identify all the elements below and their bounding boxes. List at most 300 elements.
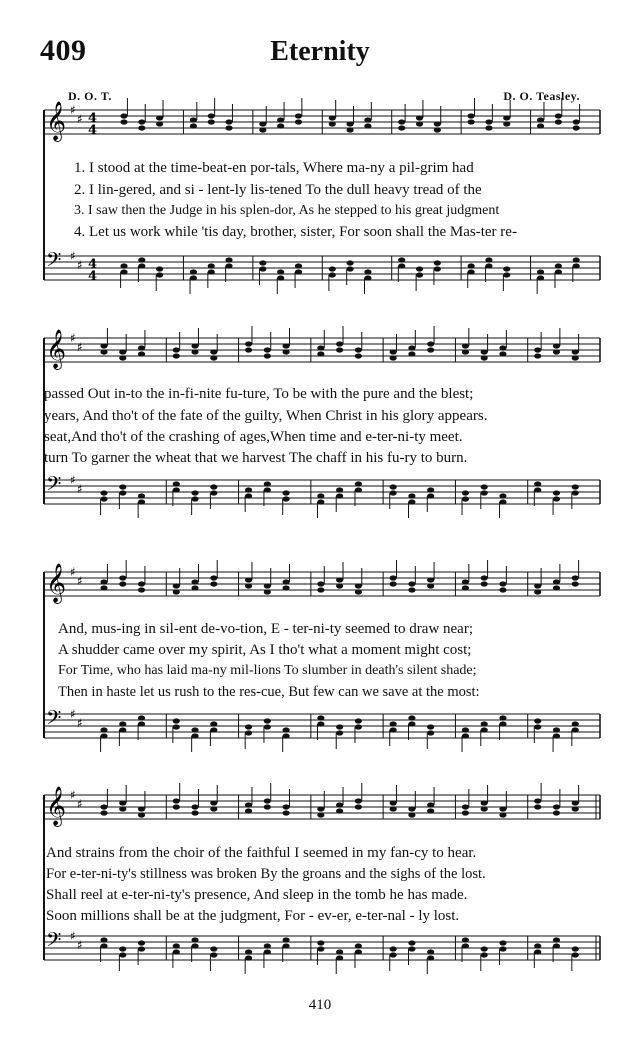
note-head	[210, 490, 217, 495]
note-head	[427, 808, 434, 813]
words-credit: D. O. T.	[68, 89, 112, 103]
note-head	[572, 727, 579, 732]
note-head	[225, 119, 232, 124]
note-head	[191, 804, 198, 809]
note-head	[138, 806, 145, 811]
note-head	[208, 113, 215, 118]
note-head	[336, 583, 343, 588]
note-head	[100, 804, 107, 809]
note-head	[138, 940, 145, 945]
note-head	[138, 257, 145, 262]
sharp-icon: ♯	[77, 716, 83, 730]
note-head	[264, 804, 271, 809]
note-head	[245, 802, 252, 807]
note-head	[553, 496, 560, 501]
note-head	[364, 123, 371, 128]
sharp-icon: ♯	[77, 112, 83, 126]
note-head	[173, 583, 180, 588]
note-head	[573, 263, 580, 268]
note-head	[191, 943, 198, 948]
note-head	[408, 345, 415, 350]
note-head	[534, 724, 541, 729]
note-head	[317, 587, 324, 592]
note-head	[408, 812, 415, 817]
note-head	[537, 269, 544, 274]
note-head	[264, 724, 271, 729]
note-head	[462, 937, 469, 942]
note-head	[572, 721, 579, 726]
note-head	[245, 583, 252, 588]
note-head	[485, 119, 492, 124]
sharp-icon: ♯	[70, 473, 76, 487]
note-head	[534, 798, 541, 803]
note-head	[264, 347, 271, 352]
note-head	[317, 493, 324, 498]
note-head	[398, 257, 405, 262]
note-head	[191, 585, 198, 590]
note-head	[481, 349, 488, 354]
sharp-icon: ♯	[70, 249, 76, 263]
note-head	[553, 804, 560, 809]
note-head	[295, 113, 302, 118]
note-head	[191, 733, 198, 738]
note-head	[336, 341, 343, 346]
note-head	[210, 946, 217, 951]
time-signature-top: 4	[88, 257, 98, 272]
note-head	[555, 269, 562, 274]
note-head	[264, 949, 271, 954]
note-head	[120, 269, 127, 274]
note-head	[537, 275, 544, 280]
bass-clef-icon: 𝄢	[46, 706, 62, 734]
note-head	[259, 121, 266, 126]
note-head	[408, 721, 415, 726]
note-head	[427, 583, 434, 588]
note-head	[336, 808, 343, 813]
note-head	[120, 119, 127, 124]
note-head	[573, 125, 580, 130]
note-head	[119, 490, 126, 495]
note-head	[499, 499, 506, 504]
note-head	[336, 347, 343, 352]
note-head	[119, 581, 126, 586]
note-head	[100, 733, 107, 738]
note-head	[190, 117, 197, 122]
note-head	[119, 355, 126, 360]
treble-clef-icon: 𝄞	[46, 563, 67, 603]
note-head	[264, 718, 271, 723]
note-head	[390, 575, 397, 580]
note-head	[138, 715, 145, 720]
note-head	[553, 349, 560, 354]
note-head	[173, 804, 180, 809]
note-head	[355, 798, 362, 803]
note-head	[468, 263, 475, 268]
note-head	[317, 499, 324, 504]
note-head	[156, 121, 163, 126]
note-head	[336, 730, 343, 735]
sharp-icon: ♯	[70, 929, 76, 943]
note-head	[210, 575, 217, 580]
bass-clef-icon: 𝄢	[46, 928, 62, 956]
note-head	[208, 269, 215, 274]
note-head	[553, 727, 560, 732]
note-head	[462, 943, 469, 948]
note-head	[100, 810, 107, 815]
note-head	[317, 940, 324, 945]
note-head	[427, 730, 434, 735]
note-head	[191, 727, 198, 732]
note-head	[282, 727, 289, 732]
note-head	[282, 585, 289, 590]
note-head	[329, 121, 336, 126]
note-head	[282, 810, 289, 815]
note-head	[100, 349, 107, 354]
note-head	[462, 579, 469, 584]
sharp-icon: ♯	[77, 797, 83, 811]
note-head	[225, 263, 232, 268]
note-head	[355, 943, 362, 948]
note-head	[210, 581, 217, 586]
note-head	[534, 583, 541, 588]
note-head	[534, 589, 541, 594]
note-head	[434, 260, 441, 265]
note-head	[282, 733, 289, 738]
note-head	[245, 341, 252, 346]
note-head	[398, 125, 405, 130]
sharp-icon: ♯	[77, 938, 83, 952]
note-head	[282, 349, 289, 354]
note-head	[408, 499, 415, 504]
note-head	[390, 355, 397, 360]
note-head	[355, 718, 362, 723]
note-head	[264, 583, 271, 588]
note-head	[277, 269, 284, 274]
note-head	[208, 119, 215, 124]
note-head	[499, 581, 506, 586]
note-head	[210, 721, 217, 726]
note-head	[534, 353, 541, 358]
note-head	[534, 804, 541, 809]
note-head	[346, 266, 353, 271]
note-head	[245, 724, 252, 729]
note-head	[364, 117, 371, 122]
note-head	[408, 493, 415, 498]
note-head	[295, 269, 302, 274]
note-head	[534, 949, 541, 954]
note-head	[355, 724, 362, 729]
note-head	[264, 943, 271, 948]
note-head	[427, 955, 434, 960]
note-head	[210, 952, 217, 957]
treble-clef-icon: 𝄞	[46, 101, 67, 141]
note-head	[481, 490, 488, 495]
note-head	[245, 955, 252, 960]
note-head	[210, 355, 217, 360]
note-head	[481, 484, 488, 489]
note-head	[416, 272, 423, 277]
note-head	[138, 812, 145, 817]
note-head	[408, 587, 415, 592]
note-head	[336, 493, 343, 498]
note-head	[481, 727, 488, 732]
note-head	[427, 341, 434, 346]
note-head	[173, 949, 180, 954]
note-head	[481, 946, 488, 951]
note-head	[191, 937, 198, 942]
note-head	[390, 727, 397, 732]
note-head	[398, 263, 405, 268]
note-head	[427, 487, 434, 492]
note-head	[468, 113, 475, 118]
note-head	[264, 798, 271, 803]
hymn-title: Eternity	[270, 36, 370, 67]
note-head	[173, 798, 180, 803]
note-head	[173, 347, 180, 352]
note-head	[277, 123, 284, 128]
note-head	[100, 490, 107, 495]
note-head	[434, 266, 441, 271]
treble-clef-icon: 𝄞	[46, 329, 67, 369]
note-head	[503, 266, 510, 271]
note-head	[259, 127, 266, 132]
note-head	[277, 117, 284, 122]
note-head	[336, 955, 343, 960]
note-head	[364, 269, 371, 274]
note-head	[119, 349, 126, 354]
hymn-number: 409	[40, 34, 87, 67]
note-head	[572, 484, 579, 489]
note-head	[499, 806, 506, 811]
sharp-icon: ♯	[77, 482, 83, 496]
bass-clef-icon: 𝄢	[46, 248, 62, 276]
sharp-icon: ♯	[70, 707, 76, 721]
note-head	[225, 257, 232, 262]
note-head	[534, 718, 541, 723]
note-head	[346, 260, 353, 265]
note-head	[462, 490, 469, 495]
note-head	[468, 119, 475, 124]
note-head	[210, 727, 217, 732]
sharp-icon: ♯	[77, 574, 83, 588]
note-head	[481, 355, 488, 360]
sharp-icon: ♯	[77, 258, 83, 272]
note-head	[282, 490, 289, 495]
note-head	[191, 490, 198, 495]
note-head	[346, 121, 353, 126]
note-head	[191, 343, 198, 348]
note-head	[346, 127, 353, 132]
note-head	[434, 121, 441, 126]
note-head	[553, 733, 560, 738]
note-head	[329, 115, 336, 120]
note-head	[100, 937, 107, 942]
note-head	[282, 579, 289, 584]
bass-clef-icon: 𝄢	[46, 472, 62, 500]
note-head	[245, 347, 252, 352]
note-head	[317, 351, 324, 356]
note-head	[173, 724, 180, 729]
note-head	[427, 724, 434, 729]
note-head	[191, 349, 198, 354]
note-head	[317, 345, 324, 350]
note-head	[119, 727, 126, 732]
note-head	[427, 949, 434, 954]
note-head	[210, 806, 217, 811]
note-head	[317, 812, 324, 817]
note-head	[100, 943, 107, 948]
note-head	[173, 718, 180, 723]
note-head	[120, 113, 127, 118]
note-head	[138, 263, 145, 268]
note-head	[573, 257, 580, 262]
note-head	[138, 581, 145, 586]
note-head	[462, 810, 469, 815]
note-head	[173, 487, 180, 492]
note-head	[355, 353, 362, 358]
note-head	[485, 125, 492, 130]
note-head	[336, 487, 343, 492]
note-head	[572, 349, 579, 354]
note-head	[503, 115, 510, 120]
note-head	[245, 487, 252, 492]
sharp-icon: ♯	[70, 788, 76, 802]
note-head	[468, 269, 475, 274]
note-head	[390, 800, 397, 805]
note-head	[499, 946, 506, 951]
note-head	[259, 260, 266, 265]
note-head	[138, 493, 145, 498]
note-head	[434, 127, 441, 132]
note-head	[245, 493, 252, 498]
note-head	[408, 946, 415, 951]
note-head	[336, 577, 343, 582]
note-head	[555, 263, 562, 268]
note-head	[119, 575, 126, 580]
note-head	[485, 263, 492, 268]
note-head	[191, 496, 198, 501]
note-head	[572, 575, 579, 580]
note-head	[245, 577, 252, 582]
note-head	[317, 946, 324, 951]
note-head	[264, 589, 271, 594]
note-head	[120, 263, 127, 268]
note-head	[138, 587, 145, 592]
note-head	[173, 353, 180, 358]
note-head	[534, 943, 541, 948]
note-head	[485, 257, 492, 262]
note-head	[119, 946, 126, 951]
note-head	[138, 351, 145, 356]
note-head	[336, 724, 343, 729]
note-head	[499, 587, 506, 592]
note-head	[355, 583, 362, 588]
note-head	[156, 115, 163, 120]
note-head	[259, 266, 266, 271]
note-head	[355, 949, 362, 954]
note-head	[416, 121, 423, 126]
note-head	[190, 275, 197, 280]
note-head	[156, 272, 163, 277]
note-head	[553, 937, 560, 942]
note-head	[336, 949, 343, 954]
note-head	[390, 806, 397, 811]
note-head	[462, 727, 469, 732]
sharp-icon: ♯	[70, 103, 76, 117]
note-head	[264, 353, 271, 358]
note-head	[119, 806, 126, 811]
note-head	[481, 581, 488, 586]
note-head	[416, 266, 423, 271]
note-head	[191, 579, 198, 584]
note-head	[264, 487, 271, 492]
note-head	[427, 802, 434, 807]
note-head	[317, 715, 324, 720]
note-head	[100, 579, 107, 584]
note-head	[537, 117, 544, 122]
note-head	[408, 351, 415, 356]
note-head	[282, 943, 289, 948]
note-head	[100, 585, 107, 590]
note-head	[364, 275, 371, 280]
note-head	[572, 806, 579, 811]
note-head	[295, 119, 302, 124]
note-head	[138, 345, 145, 350]
note-head	[499, 493, 506, 498]
page-number: 410	[308, 997, 332, 1013]
note-head	[390, 721, 397, 726]
note-head	[295, 263, 302, 268]
note-head	[462, 804, 469, 809]
note-head	[355, 481, 362, 486]
note-head	[462, 349, 469, 354]
note-head	[329, 266, 336, 271]
note-head	[317, 581, 324, 586]
note-head	[503, 121, 510, 126]
note-head	[503, 272, 510, 277]
note-head	[173, 943, 180, 948]
note-head	[329, 272, 336, 277]
note-head	[173, 589, 180, 594]
note-head	[390, 349, 397, 354]
note-head	[499, 351, 506, 356]
note-head	[282, 804, 289, 809]
note-head	[390, 952, 397, 957]
sharp-icon: ♯	[70, 331, 76, 345]
note-head	[427, 577, 434, 582]
note-head	[398, 119, 405, 124]
treble-clef-icon: 𝄞	[46, 786, 67, 826]
note-head	[499, 345, 506, 350]
note-head	[282, 937, 289, 942]
note-head	[190, 269, 197, 274]
note-head	[572, 800, 579, 805]
note-head	[553, 490, 560, 495]
sharp-icon: ♯	[70, 565, 76, 579]
note-head	[573, 119, 580, 124]
note-head	[390, 490, 397, 495]
music-credit: D. O. Teasley.	[503, 89, 580, 103]
note-head	[138, 125, 145, 130]
note-head	[336, 802, 343, 807]
note-head	[499, 812, 506, 817]
note-head	[499, 940, 506, 945]
note-head	[408, 806, 415, 811]
note-head	[462, 585, 469, 590]
note-head	[416, 115, 423, 120]
note-head	[553, 943, 560, 948]
note-head	[553, 343, 560, 348]
